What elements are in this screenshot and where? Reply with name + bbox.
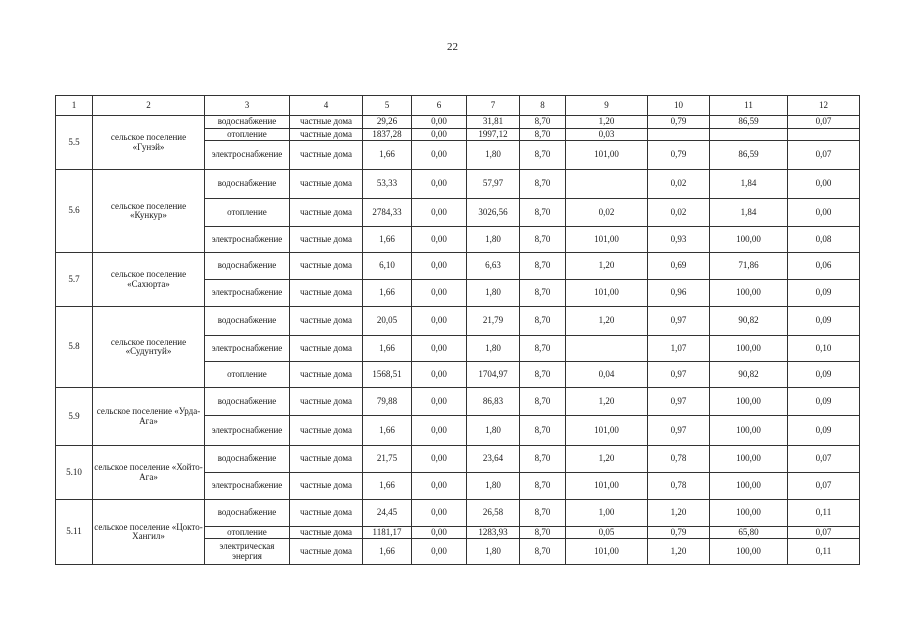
value-cell: 0,00 <box>412 227 467 253</box>
value-cell: 1,66 <box>363 539 412 565</box>
column-header: 10 <box>648 96 710 116</box>
value-cell: 100,00 <box>710 416 788 446</box>
value-cell: 0,00 <box>412 473 467 500</box>
value-cell: 6,63 <box>467 253 520 280</box>
data-table <box>55 95 860 565</box>
value-cell: 8,70 <box>520 362 566 388</box>
table-row <box>56 500 860 527</box>
value-cell: 100,00 <box>710 388 788 416</box>
table-row <box>56 446 860 473</box>
value-cell: 0,78 <box>648 446 710 473</box>
value-cell: 1,66 <box>363 141 412 170</box>
value-cell: 101,00 <box>566 280 648 307</box>
value-cell: 100,00 <box>710 227 788 253</box>
value-cell: 0,06 <box>788 253 860 280</box>
value-cell: 90,82 <box>710 307 788 336</box>
service-type: водоснабжение <box>205 116 290 129</box>
value-cell: 20,05 <box>363 307 412 336</box>
value-cell: 1997,12 <box>467 129 520 141</box>
service-type: электроснабжение <box>205 280 290 307</box>
service-type: электроснабжение <box>205 336 290 362</box>
settlement-name: сельское поселение «Кункур» <box>93 170 205 253</box>
value-cell: 8,70 <box>520 307 566 336</box>
column-header: 8 <box>520 96 566 116</box>
service-type: водоснабжение <box>205 253 290 280</box>
table-row <box>56 253 860 280</box>
value-cell: 1704,97 <box>467 362 520 388</box>
value-cell: 8,70 <box>520 500 566 527</box>
value-cell: 0,00 <box>412 388 467 416</box>
value-cell: 0,00 <box>412 362 467 388</box>
service-type: электроснабжение <box>205 227 290 253</box>
value-cell: 8,70 <box>520 199 566 227</box>
value-cell: 0,09 <box>788 280 860 307</box>
service-type: водоснабжение <box>205 170 290 199</box>
value-cell: 1,20 <box>648 500 710 527</box>
row-number: 5.10 <box>56 446 93 500</box>
value-cell: 3026,56 <box>467 199 520 227</box>
consumer-type: частные дома <box>290 473 363 500</box>
table-row <box>56 388 860 416</box>
value-cell: 90,82 <box>710 362 788 388</box>
table-body <box>56 96 860 565</box>
value-cell: 0,05 <box>566 527 648 539</box>
value-cell: 1,20 <box>566 388 648 416</box>
column-header: 12 <box>788 96 860 116</box>
value-cell: 1283,93 <box>467 527 520 539</box>
value-cell: 100,00 <box>710 473 788 500</box>
column-header: 2 <box>93 96 205 116</box>
value-cell: 100,00 <box>710 500 788 527</box>
value-cell: 0,00 <box>412 116 467 129</box>
consumer-type: частные дома <box>290 539 363 565</box>
value-cell: 1,80 <box>467 227 520 253</box>
value-cell: 0,00 <box>412 280 467 307</box>
value-cell: 0,97 <box>648 307 710 336</box>
value-cell: 1,66 <box>363 473 412 500</box>
consumer-type: частные дома <box>290 199 363 227</box>
value-cell: 1,20 <box>648 539 710 565</box>
service-type: электрическая энергия <box>205 539 290 565</box>
column-header: 11 <box>710 96 788 116</box>
value-cell: 0,07 <box>788 446 860 473</box>
consumer-type: частные дома <box>290 170 363 199</box>
value-cell: 0,00 <box>412 500 467 527</box>
column-header: 9 <box>566 96 648 116</box>
value-cell: 0,00 <box>412 170 467 199</box>
value-cell: 65,80 <box>710 527 788 539</box>
value-cell: 8,70 <box>520 416 566 446</box>
value-cell: 0,09 <box>788 388 860 416</box>
consumer-type: частные дома <box>290 253 363 280</box>
value-cell: 1,20 <box>566 116 648 129</box>
value-cell: 0,96 <box>648 280 710 307</box>
service-type: водоснабжение <box>205 307 290 336</box>
column-header: 5 <box>363 96 412 116</box>
value-cell: 101,00 <box>566 227 648 253</box>
header-row <box>56 96 860 116</box>
consumer-type: частные дома <box>290 336 363 362</box>
consumer-type: частные дома <box>290 362 363 388</box>
value-cell: 1,07 <box>648 336 710 362</box>
value-cell: 86,83 <box>467 388 520 416</box>
value-cell: 26,58 <box>467 500 520 527</box>
value-cell: 0,97 <box>648 416 710 446</box>
consumer-type: частные дома <box>290 416 363 446</box>
value-cell: 0,79 <box>648 141 710 170</box>
value-cell: 8,70 <box>520 141 566 170</box>
value-cell: 0,93 <box>648 227 710 253</box>
value-cell: 0,00 <box>412 527 467 539</box>
value-cell: 8,70 <box>520 253 566 280</box>
value-cell: 0,08 <box>788 227 860 253</box>
value-cell: 1,80 <box>467 416 520 446</box>
value-cell: 0,07 <box>788 116 860 129</box>
settlement-name: сельское поселение «Цокто-Хангил» <box>93 500 205 565</box>
value-cell: 0,07 <box>788 473 860 500</box>
value-cell: 0,02 <box>648 170 710 199</box>
value-cell: 8,70 <box>520 527 566 539</box>
value-cell: 1837,28 <box>363 129 412 141</box>
value-cell: 0,00 <box>412 446 467 473</box>
value-cell: 0,00 <box>788 170 860 199</box>
value-cell: 86,59 <box>710 116 788 129</box>
value-cell: 0,04 <box>566 362 648 388</box>
column-header: 6 <box>412 96 467 116</box>
value-cell: 0,07 <box>788 141 860 170</box>
row-number: 5.9 <box>56 388 93 446</box>
row-number: 5.7 <box>56 253 93 307</box>
value-cell: 1568,51 <box>363 362 412 388</box>
value-cell: 8,70 <box>520 116 566 129</box>
consumer-type: частные дома <box>290 280 363 307</box>
column-header: 3 <box>205 96 290 116</box>
consumer-type: частные дома <box>290 388 363 416</box>
value-cell: 0,79 <box>648 527 710 539</box>
value-cell: 53,33 <box>363 170 412 199</box>
value-cell: 0,11 <box>788 500 860 527</box>
value-cell: 0,00 <box>412 141 467 170</box>
value-cell: 0,02 <box>648 199 710 227</box>
value-cell: 1,80 <box>467 473 520 500</box>
value-cell: 0,09 <box>788 416 860 446</box>
value-cell: 0,00 <box>788 199 860 227</box>
service-type: электроснабжение <box>205 416 290 446</box>
value-cell: 79,88 <box>363 388 412 416</box>
service-type: отопление <box>205 129 290 141</box>
value-cell: 0,09 <box>788 307 860 336</box>
value-cell: 0,00 <box>412 253 467 280</box>
service-type: электроснабжение <box>205 141 290 170</box>
value-cell: 0,03 <box>566 129 648 141</box>
value-cell: 0,79 <box>648 116 710 129</box>
value-cell: 100,00 <box>710 446 788 473</box>
value-cell: 1,80 <box>467 141 520 170</box>
settlement-name: сельское поселение «Урда-Ага» <box>93 388 205 446</box>
value-cell: 101,00 <box>566 141 648 170</box>
value-cell: 0,00 <box>412 539 467 565</box>
settlement-name: сельское поселение «Гунэй» <box>93 116 205 170</box>
service-type: отопление <box>205 199 290 227</box>
value-cell: 0,00 <box>412 416 467 446</box>
table-row <box>56 116 860 129</box>
value-cell: 8,70 <box>520 388 566 416</box>
value-cell: 101,00 <box>566 416 648 446</box>
value-cell: 1,66 <box>363 280 412 307</box>
value-cell <box>710 129 788 141</box>
value-cell: 2784,33 <box>363 199 412 227</box>
table-row <box>56 307 860 336</box>
value-cell: 1,00 <box>566 500 648 527</box>
value-cell: 0,11 <box>788 539 860 565</box>
value-cell: 0,09 <box>788 362 860 388</box>
value-cell <box>788 129 860 141</box>
value-cell: 0,10 <box>788 336 860 362</box>
value-cell: 29,26 <box>363 116 412 129</box>
value-cell: 1,66 <box>363 416 412 446</box>
value-cell: 8,70 <box>520 539 566 565</box>
consumer-type: частные дома <box>290 116 363 129</box>
value-cell: 8,70 <box>520 446 566 473</box>
value-cell: 1,84 <box>710 199 788 227</box>
consumer-type: частные дома <box>290 527 363 539</box>
value-cell: 0,00 <box>412 199 467 227</box>
service-type: водоснабжение <box>205 388 290 416</box>
consumer-type: частные дома <box>290 446 363 473</box>
value-cell: 8,70 <box>520 129 566 141</box>
value-cell: 0,00 <box>412 129 467 141</box>
value-cell: 1,20 <box>566 307 648 336</box>
value-cell: 101,00 <box>566 473 648 500</box>
settlement-name: сельское поселение «Сахюрта» <box>93 253 205 307</box>
value-cell: 1,84 <box>710 170 788 199</box>
value-cell: 8,70 <box>520 280 566 307</box>
column-header: 7 <box>467 96 520 116</box>
value-cell: 8,70 <box>520 473 566 500</box>
value-cell: 24,45 <box>363 500 412 527</box>
service-type: электроснабжение <box>205 473 290 500</box>
value-cell: 0,00 <box>412 336 467 362</box>
page-number: 22 <box>447 41 458 53</box>
value-cell: 100,00 <box>710 336 788 362</box>
consumer-type: частные дома <box>290 227 363 253</box>
table-row <box>56 170 860 199</box>
row-number: 5.5 <box>56 116 93 170</box>
column-header: 1 <box>56 96 93 116</box>
settlement-name: сельское поселение «Судунтуй» <box>93 307 205 388</box>
row-number: 5.8 <box>56 307 93 388</box>
value-cell: 1,80 <box>467 280 520 307</box>
column-header: 4 <box>290 96 363 116</box>
value-cell: 0,97 <box>648 388 710 416</box>
value-cell: 8,70 <box>520 227 566 253</box>
value-cell <box>566 170 648 199</box>
service-type: отопление <box>205 527 290 539</box>
row-number: 5.6 <box>56 170 93 253</box>
value-cell: 8,70 <box>520 336 566 362</box>
consumer-type: частные дома <box>290 141 363 170</box>
value-cell: 0,69 <box>648 253 710 280</box>
value-cell: 1,80 <box>467 336 520 362</box>
value-cell: 1,20 <box>566 446 648 473</box>
service-type: водоснабжение <box>205 446 290 473</box>
value-cell: 0,78 <box>648 473 710 500</box>
value-cell: 0,02 <box>566 199 648 227</box>
value-cell: 21,79 <box>467 307 520 336</box>
value-cell: 1,66 <box>363 336 412 362</box>
value-cell: 100,00 <box>710 539 788 565</box>
value-cell: 71,86 <box>710 253 788 280</box>
consumer-type: частные дома <box>290 307 363 336</box>
value-cell: 23,64 <box>467 446 520 473</box>
value-cell: 0,97 <box>648 362 710 388</box>
value-cell: 1181,17 <box>363 527 412 539</box>
consumer-type: частные дома <box>290 129 363 141</box>
consumer-type: частные дома <box>290 500 363 527</box>
value-cell: 100,00 <box>710 280 788 307</box>
settlement-name: сельское поселение «Хойто-Ага» <box>93 446 205 500</box>
value-cell: 1,20 <box>566 253 648 280</box>
value-cell <box>648 129 710 141</box>
value-cell: 31,81 <box>467 116 520 129</box>
value-cell: 0,07 <box>788 527 860 539</box>
value-cell: 1,80 <box>467 539 520 565</box>
row-number: 5.11 <box>56 500 93 565</box>
value-cell: 1,66 <box>363 227 412 253</box>
value-cell: 21,75 <box>363 446 412 473</box>
value-cell: 57,97 <box>467 170 520 199</box>
value-cell <box>566 336 648 362</box>
value-cell: 6,10 <box>363 253 412 280</box>
value-cell: 86,59 <box>710 141 788 170</box>
value-cell: 0,00 <box>412 307 467 336</box>
service-type: водоснабжение <box>205 500 290 527</box>
value-cell: 8,70 <box>520 170 566 199</box>
service-type: отопление <box>205 362 290 388</box>
value-cell: 101,00 <box>566 539 648 565</box>
